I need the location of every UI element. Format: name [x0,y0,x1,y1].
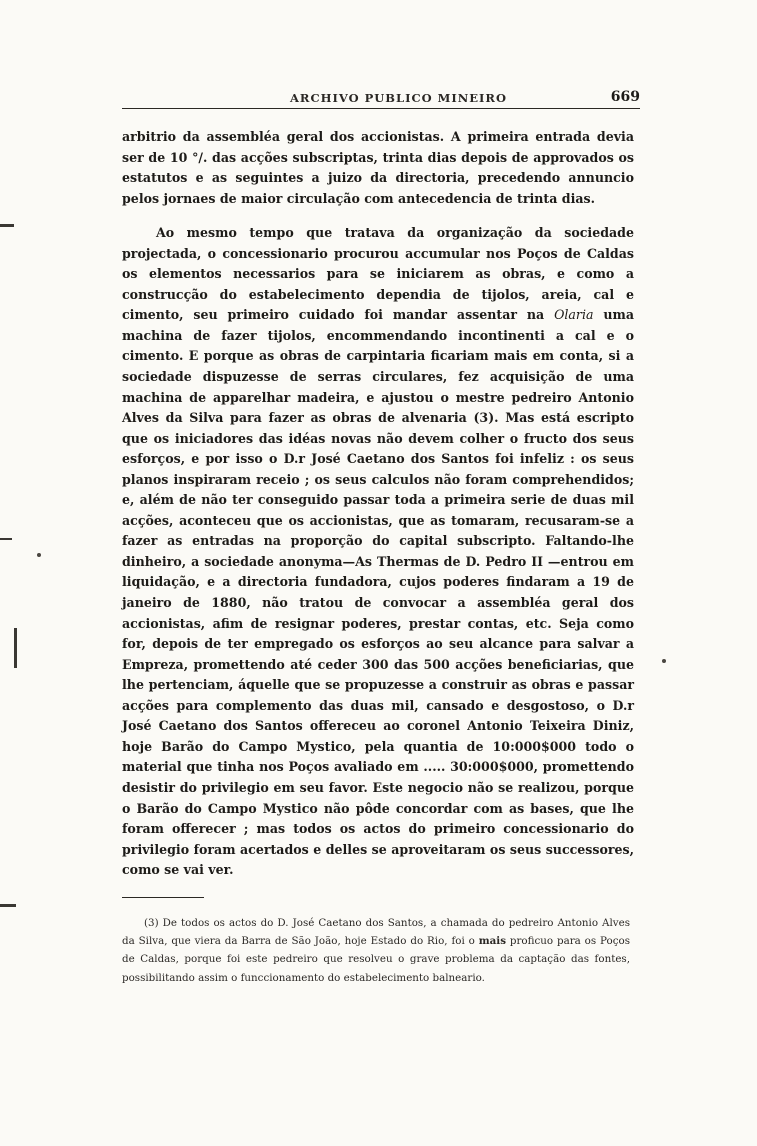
footnote-text-2: proficuo para os Poços de Caldas, porque foi este pedreiro que resolveu o grave problema da captação das fontes, possibilitando assim o funccionamento do estabelecimento balneario. [122,935,630,984]
header-rule [122,108,640,109]
footnote-rule [122,897,204,898]
binding-mark-top [0,224,14,227]
running-title: ARCHIVO PUBLICO MINEIRO [290,91,507,105]
paragraph-continued: arbitrio da assembléa geral dos accionistas. A primeira entrada devia ser de 10 °/. das acções subscriptas, trinta dias depois de approvados os estatutos e as seguintes a juizo da directoria, precedendo annuncio pelos jornaes de maior circulação com antecedencia de trinta dias. [122,129,634,206]
binding-mark-mid-2 [14,628,17,668]
paragraph-main-part-1: Ao mesmo tempo que tratava da organização da sociedade projectada, o concessionario procurou accumular nos Poços de Caldas os elementos necessarios para se iniciarem as obras, e como a construcção do estabelecimento dependia de tijolos, areia, cal e cimento, seu primeiro cuidado foi mandar assentar na [122,225,634,323]
paragraph-main-part-2: uma machina de fazer tijolos, encommendando incontinenti a cal e o cimento. E porque as obras de carpintaria ficariam mais em conta, si a sociedade dispuzesse de serras circulares, fez acquisição de uma machina de apparelhar madeira, e ajustou o mestre pedreiro Antonio Alves da Silva para fazer as obras de alvenaria (3). Mas está escripto que os iniciadores das idéas novas não devem colher o fructo dos seus esforços, e por isso o D.r José Caetano dos Santos foi infeliz : os seus planos inspiraram receio ; os seus calculos não foram comprehendidos; e, além de não ter conseguido passar toda a primeira serie de duas mil acções, aconteceu que os accionistas, que as tomaram, recusaram-se a fazer as entradas na proporção do capital subscripto. Faltando-lhe dinheiro, a sociedade anonyma—As Thermas de D. Pedro II —entrou em liquidação, e a directoria fundadora, cujos poderes findaram a 19 de janeiro de 1880, não tratou de convocar a assembléa geral dos accionistas, afim de resignar poderes, prestar contas, etc. Seja como for, depois de ter empregado os esforços ao seu alcance para salvar a Empreza, promettendo até ceder 300 das 500 acções beneficiarias, que lhe pertenciam, áquelle que se propuzesse a construir as obras e passar acções para complemento das duas mil, cansado e desgostoso, o D.r José Caetano dos Santos offereceu ao coronel Antonio Teixeira Diniz, hoje Barão do Campo Mystico, pela quantia de 10:000$000 todo o material que tinha nos Poços avaliado em ..... 30:000$000, promettendo desistir do privilegio em seu favor. Este negocio não se realizou, porque o Barão do Campo Mystico não pôde concordar com as bases, que lhe foram offerecer ; mas todos os actos do primeiro concessionario do privilegio foram acertados e delles se aproveitaram os seus successores, como se vai ver. [122,307,634,878]
paragraph-main [122,223,634,881]
footnote-emphasis: mais [478,935,507,948]
footnote [122,914,630,987]
binding-mark-mid-1 [0,538,12,540]
olaria-term: Olaria [554,307,594,323]
margin-dot-right [662,659,666,663]
running-header [122,89,640,109]
binding-mark-bottom [0,904,16,907]
body-text [122,127,634,881]
page-number: 669 [610,89,640,105]
footnote-text-1: (3) De todos os actos do D. José Caetano dos Santos, a chamada do pedreiro Antonio Alves da Silva, que viera da Barra de São João, hoje Estado do Rio, foi o [122,917,630,948]
margin-dot-left [37,553,41,557]
